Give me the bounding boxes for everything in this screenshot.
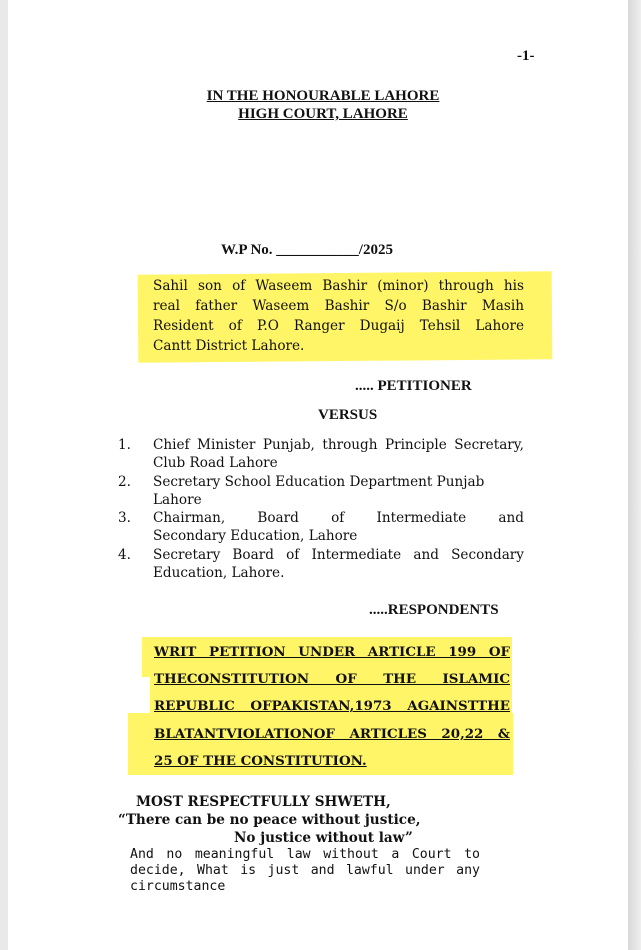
respondents-label: .....RESPONDENTS (369, 602, 499, 618)
item-number: 1. (118, 437, 131, 453)
writ-line: BLATANTVIOLATIONOF ARTICLES 20,22 & (154, 725, 510, 742)
item-number: 3. (118, 510, 131, 527)
body-line: decide, What is just and lawful under any (130, 863, 480, 878)
petitioner-line: Sahil son of Waseem Bashir (minor) through his (153, 278, 524, 294)
body-line: And no meaningful law without a Court to (130, 847, 480, 862)
petitioner-line: Resident of P.O Ranger Dugaij Tehsil Lahore (153, 318, 524, 334)
item-line: Secretary School Education Department Punjab (153, 473, 485, 490)
page-edge-shadow (628, 0, 641, 950)
writ-petition-title (154, 639, 510, 775)
writ-line: THECONSTITUTION OF THE ISLAMIC (154, 671, 510, 688)
versus-heading: VERSUS (318, 407, 378, 423)
list-item (118, 509, 524, 546)
list-item (118, 473, 524, 510)
body-line: circumstance (130, 879, 226, 894)
item-number: 2. (118, 473, 131, 490)
writ-line: WRIT PETITION UNDER ARTICLE 199 OF (154, 644, 510, 660)
petitioner-details (153, 276, 524, 356)
item-line: Chief Minister Punjab, through Principle Secretary, (153, 437, 524, 453)
quote-line-1: “There can be no peace without justice, (118, 812, 421, 828)
item-line: Club Road Lahore (153, 455, 278, 472)
list-item (118, 436, 524, 473)
page-number: -1- (517, 48, 535, 64)
item-line: Lahore (153, 491, 202, 508)
item-line: Education, Lahore. (153, 565, 285, 582)
item-line: Secondary Education, Lahore (153, 528, 358, 545)
petitioner-line: real father Waseem Bashir S/o Bashir Masih (153, 298, 524, 314)
writ-line: 25 OF THE CONSTITUTION. (154, 752, 367, 769)
body-paragraph (130, 847, 480, 895)
court-title-line-2: HIGH COURT, LAHORE (238, 106, 408, 122)
respondents-list (118, 436, 524, 582)
item-line: Secretary Board of Intermediate and Secondary (153, 546, 524, 563)
court-title-line-1: IN THE HONOURABLE LAHORE (206, 88, 440, 104)
petitioner-line: Cantt District Lahore. (153, 338, 305, 354)
item-line: Chairman, Board of Intermediate and (153, 510, 524, 527)
list-item (118, 546, 524, 583)
respectfully-heading: MOST RESPECTFULLY SHWETH, (136, 794, 391, 810)
writ-line: REPUBLIC OFPAKISTAN,1973 AGAINSTTHE (154, 698, 510, 715)
case-number: W.P No. ___________/2025 (221, 242, 393, 258)
item-number: 4. (118, 546, 131, 563)
quote-line-2: No justice without law” (234, 830, 413, 846)
petitioner-label: ..... PETITIONER (355, 378, 472, 394)
